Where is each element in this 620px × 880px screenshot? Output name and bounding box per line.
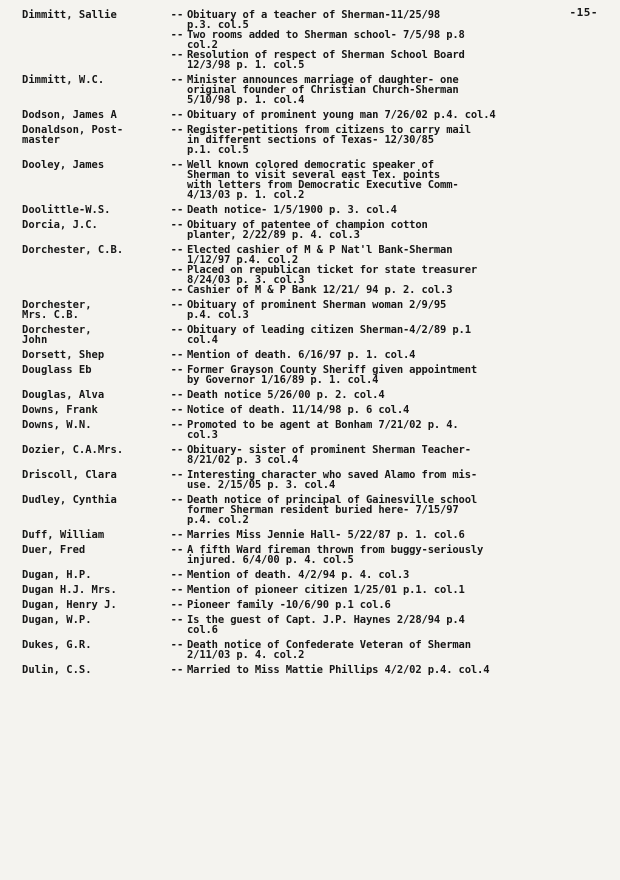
index-entry xyxy=(22,350,612,360)
entry-body xyxy=(167,125,612,155)
entry-line xyxy=(167,665,612,675)
entry-name: Dulin, C.S. xyxy=(22,664,92,676)
entry-body xyxy=(167,405,612,415)
entry-line xyxy=(167,10,612,30)
index-entry xyxy=(22,245,612,295)
entry-body xyxy=(167,75,612,105)
entry-text: Mention of death. 6/16/97 p. 1. col.4 xyxy=(187,349,416,361)
dash-separator: -- xyxy=(170,204,184,216)
index-entry xyxy=(22,615,612,635)
entry-text: Death notice- 1/5/1900 p. 3. col.4 xyxy=(187,204,397,216)
entry-name: Dimmitt, W.C. xyxy=(22,74,105,86)
dash-separator: -- xyxy=(170,324,184,336)
dash-separator: -- xyxy=(170,419,184,431)
entry-body xyxy=(167,390,612,400)
entry-line xyxy=(167,285,612,295)
dash-separator: -- xyxy=(170,264,184,276)
entry-body xyxy=(167,585,612,595)
entry-text: Obituary of patentee of champion cotton planter, 2/22/89 p. 4. col.3 xyxy=(187,219,428,241)
entry-line xyxy=(167,615,612,635)
entry-body xyxy=(167,300,612,320)
dash-separator: -- xyxy=(170,469,184,481)
entry-name: Doolittle-W.S. xyxy=(22,204,111,216)
index-entry xyxy=(22,570,612,580)
dash-separator: -- xyxy=(170,159,184,171)
entry-name: Dudley, Cynthia xyxy=(22,494,117,506)
entry-body xyxy=(167,365,612,385)
entry-text: Death notice of principal of Gainesville school former Sherman resident buried here- 7/15/97 p.4. col.2 xyxy=(187,494,478,526)
entry-body xyxy=(167,350,612,360)
entry-text: Death notice 5/26/00 p. 2. col.4 xyxy=(187,389,385,401)
entry-text: Resolution of respect of Sherman School Board 12/3/98 p. 1. col.5 xyxy=(187,49,465,71)
index-entry xyxy=(22,545,612,565)
entry-text: Cashier of M & P Bank 12/21/ 94 p. 2. col.3 xyxy=(187,284,453,296)
index-entry xyxy=(22,600,612,610)
entry-name: Dimmitt, Sallie xyxy=(22,9,117,21)
entry-text: Placed on republican ticket for state treasurer 8/24/03 p. 3. col.3 xyxy=(187,264,478,286)
entry-body xyxy=(167,205,612,215)
dash-separator: -- xyxy=(170,599,184,611)
index-entry xyxy=(22,365,612,385)
entry-name: Dorchester, John xyxy=(22,324,92,346)
entry-body xyxy=(167,245,612,295)
entry-body xyxy=(167,420,612,440)
entry-body xyxy=(167,445,612,465)
entry-text: Mention of death. 4/2/94 p. 4. col.3 xyxy=(187,569,410,581)
entry-line xyxy=(167,530,612,540)
entry-name: Dukes, G.R. xyxy=(22,639,92,651)
page-number: -15- xyxy=(569,6,598,19)
dash-separator: -- xyxy=(170,244,184,256)
entry-line xyxy=(167,245,612,265)
entry-text: Well known colored democratic speaker of Sherman to visit several east Tex. points with letters from Democratic Executive Comm- 4/13/03 p. 1. col.2 xyxy=(187,159,459,201)
dash-separator: -- xyxy=(170,364,184,376)
entry-body xyxy=(167,325,612,345)
entry-line xyxy=(167,420,612,440)
entry-line xyxy=(167,495,612,525)
entry-body xyxy=(167,470,612,490)
dash-separator: -- xyxy=(170,49,184,61)
dash-separator: -- xyxy=(170,284,184,296)
index-entry xyxy=(22,300,612,320)
entry-body xyxy=(167,545,612,565)
entry-name: Dorchester, Mrs. C.B. xyxy=(22,299,92,321)
dash-separator: -- xyxy=(170,109,184,121)
index-entry xyxy=(22,390,612,400)
entry-name: Duer, Fred xyxy=(22,544,86,556)
index-entry xyxy=(22,10,612,70)
entry-text: Marries Miss Jennie Hall- 5/22/87 p. 1. col.6 xyxy=(187,529,465,541)
dash-separator: -- xyxy=(170,124,184,136)
index-entry xyxy=(22,125,612,155)
entry-line xyxy=(167,640,612,660)
entry-body xyxy=(167,615,612,635)
entry-line xyxy=(167,390,612,400)
entry-text: Obituary- sister of prominent Sherman Teacher- 8/21/02 p. 3 col.4 xyxy=(187,444,471,466)
entry-line xyxy=(167,545,612,565)
entry-name: Duff, William xyxy=(22,529,105,541)
entry-body xyxy=(167,220,612,240)
entry-line xyxy=(167,30,612,50)
entry-body xyxy=(167,665,612,675)
dash-separator: -- xyxy=(170,299,184,311)
index-entry xyxy=(22,665,612,675)
entry-body xyxy=(167,600,612,610)
entry-name: Dorsett, Shep xyxy=(22,349,105,361)
entry-line xyxy=(167,75,612,105)
entry-text: Elected cashier of M & P Nat'l Bank-Sherman 1/12/97 p.4. col.2 xyxy=(187,244,453,266)
entry-line xyxy=(167,445,612,465)
entry-line xyxy=(167,160,612,200)
entry-text: Former Grayson County Sheriff given appointment by Governor 1/16/89 p. 1. col.4 xyxy=(187,364,478,386)
entry-line xyxy=(167,470,612,490)
dash-separator: -- xyxy=(170,639,184,651)
dash-separator: -- xyxy=(170,584,184,596)
entry-line xyxy=(167,405,612,415)
entry-body xyxy=(167,495,612,525)
dash-separator: -- xyxy=(170,219,184,231)
dash-separator: -- xyxy=(170,529,184,541)
dash-separator: -- xyxy=(170,29,184,41)
entry-name: Dorcia, J.C. xyxy=(22,219,98,231)
dash-separator: -- xyxy=(170,494,184,506)
entry-name: Downs, Frank xyxy=(22,404,98,416)
entry-body xyxy=(167,10,612,70)
dash-separator: -- xyxy=(170,9,184,21)
dash-separator: -- xyxy=(170,349,184,361)
entry-text: Obituary of a teacher of Sherman-11/25/98 p.3. col.5 xyxy=(187,9,441,31)
entry-line xyxy=(167,50,612,70)
entry-name: Donaldson, Post- master xyxy=(22,124,124,146)
entry-text: Two rooms added to Sherman school- 7/5/98 p.8 col.2 xyxy=(187,29,465,51)
entry-text: Pioneer family -10/6/90 p.1 col.6 xyxy=(187,599,391,611)
index-entry xyxy=(22,495,612,525)
entry-name: Dozier, C.A.Mrs. xyxy=(22,444,124,456)
dash-separator: -- xyxy=(170,389,184,401)
entry-name: Driscoll, Clara xyxy=(22,469,117,481)
entry-text: Obituary of leading citizen Sherman-4/2/89 p.1 col.4 xyxy=(187,324,471,346)
entry-body xyxy=(167,530,612,540)
index-entry xyxy=(22,530,612,540)
dash-separator: -- xyxy=(170,404,184,416)
index-entry xyxy=(22,445,612,465)
entry-text: Obituary of prominent Sherman woman 2/9/95 p.4. col.3 xyxy=(187,299,447,321)
entry-line xyxy=(167,300,612,320)
entry-text: Register-petitions from citizens to carry mail in different sections of Texas- 12/30/85 p.1. col.5 xyxy=(187,124,471,156)
dash-separator: -- xyxy=(170,569,184,581)
entry-name: Dugan, Henry J. xyxy=(22,599,117,611)
entry-line xyxy=(167,350,612,360)
entry-name: Dorchester, C.B. xyxy=(22,244,124,256)
dash-separator: -- xyxy=(170,664,184,676)
entry-name: Dodson, James A xyxy=(22,109,117,121)
index-entry xyxy=(22,160,612,200)
index-entry xyxy=(22,405,612,415)
entry-text: Interesting character who saved Alamo from mis- use. 2/15/05 p. 3. col.4 xyxy=(187,469,478,491)
entry-body xyxy=(167,570,612,580)
entry-line xyxy=(167,365,612,385)
entry-line xyxy=(167,325,612,345)
entry-name: Dugan H.J. Mrs. xyxy=(22,584,117,596)
entry-line xyxy=(167,220,612,240)
entry-name: Downs, W.N. xyxy=(22,419,92,431)
entry-name: Douglas, Alva xyxy=(22,389,105,401)
dash-separator: -- xyxy=(170,614,184,626)
entry-text: A fifth Ward fireman thrown from buggy-seriously injured. 6/4/00 p. 4. col.5 xyxy=(187,544,484,566)
entry-text: Is the guest of Capt. J.P. Haynes 2/28/94 p.4 col.6 xyxy=(187,614,465,636)
entry-text: Notice of death. 11/14/98 p. 6 col.4 xyxy=(187,404,410,416)
index-entry xyxy=(22,640,612,660)
dash-separator: -- xyxy=(170,74,184,86)
index-entry xyxy=(22,75,612,105)
entry-text: Promoted to be agent at Bonham 7/21/02 p. 4. col.3 xyxy=(187,419,459,441)
entry-line xyxy=(167,205,612,215)
entry-text: Mention of pioneer citizen 1/25/01 p.1. col.1 xyxy=(187,584,465,596)
entry-line xyxy=(167,600,612,610)
entry-line xyxy=(167,585,612,595)
entry-name: Dugan, W.P. xyxy=(22,614,92,626)
entry-body xyxy=(167,110,612,120)
entry-text: Married to Miss Mattie Phillips 4/2/02 p.4. col.4 xyxy=(187,664,490,676)
index-entries xyxy=(22,10,612,680)
entry-name: Dugan, H.P. xyxy=(22,569,92,581)
index-entry xyxy=(22,205,612,215)
dash-separator: -- xyxy=(170,544,184,556)
entry-body xyxy=(167,160,612,200)
index-entry xyxy=(22,220,612,240)
dash-separator: -- xyxy=(170,444,184,456)
index-entry xyxy=(22,325,612,345)
entry-text: Minister announces marriage of daughter- one original founder of Christian Church-Sherman 5/10/98 p. 1. col.4 xyxy=(187,74,459,106)
entry-name: Douglass Eb xyxy=(22,364,92,376)
entry-name: Dooley, James xyxy=(22,159,105,171)
index-entry xyxy=(22,110,612,120)
entry-line xyxy=(167,570,612,580)
entry-line xyxy=(167,110,612,120)
entry-text: Death notice of Confederate Veteran of Sherman 2/11/03 p. 4. col.2 xyxy=(187,639,471,661)
entry-line xyxy=(167,265,612,285)
entry-body xyxy=(167,640,612,660)
index-entry xyxy=(22,585,612,595)
entry-text: Obituary of prominent young man 7/26/02 p.4. col.4 xyxy=(187,109,496,121)
index-entry xyxy=(22,470,612,490)
index-entry xyxy=(22,420,612,440)
entry-line xyxy=(167,125,612,155)
